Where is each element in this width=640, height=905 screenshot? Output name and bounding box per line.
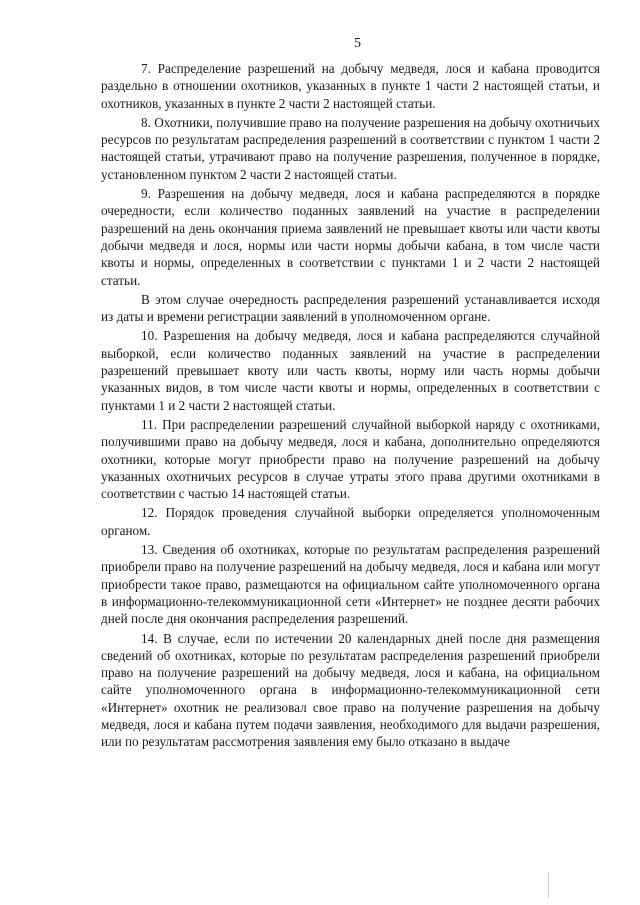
paragraph-10: 10. Разрешения на добычу медведя, лося и кабана распределяются случайной выборкой, если количество поданных заявлений на участие в распределении разрешений превышает квоту или часть квоты, норму или часть нормы добычи указанных видов, в том числе части квоты и нормы, определенных в соответствии с пунктами 1 и 2 части 2 настоящей статьи. [101,328,600,413]
paragraph-12: 12. Порядок проведения случайной выборки определяется уполномоченным органом. [101,505,600,538]
paragraph-11: 11. При распределении разрешений случайной выборкой наряду с охотниками, получившими право на добычу медведя, лося и кабана, дополнительно определяются охотники, которые могут приобрести право на получение разрешений на добычу указанных охотничьих ресурсов в случае утраты этого права другими охотниками в соответствии с частью 14 настоящей статьи. [101,416,600,502]
paragraph-14: 14. В случае, если по истечении 20 календарных дней после дня размещения сведений об охотниках, которые по результатам распределения разрешений приобрели право на получение разрешений на добычу медведя, лося и кабана, на официальном сайте уполномоченного органа в информационно-телекоммуникационной сети «Интернет» охотник не реализовал свое право на получение разрешения на добычу медведя, лося и кабана путем подачи заявления, необходимого для выдачи разрешения, или по результатам рассмотрения заявления ему было отказано в выдаче [101,630,600,750]
paragraph-13: 13. Сведения об охотниках, которые по результатам распределения разрешений приобрели право на получение разрешений на добычу медведя, лося и кабана или могут приобрести такое право, размещаются на официальном сайте уполномоченного органа в информационно-телекоммуникационной сети «Интернет» не позднее десяти рабочих дней после дня окончания распределения разрешений. [101,542,600,627]
page-number: 5 [354,36,361,51]
paragraph-7: 7. Распределение разрешений на добычу медведя, лося и кабана проводится раздельно в отношении охотников, указанных в пункте 1 части 2 настоящей статьи, и охотников, указанных в пункте 2 части 2 настоящей статьи. [101,61,600,111]
paragraph-8: 8. Охотники, получившие право на получение разрешения на добычу охотничьих ресурсов по результатам распределения разрешений в соответствии с пунктом 1 части 2 настоящей статьи, утрачивают право на получение разрешения, полученное в порядке, установленном пунктом 2 части 2 настоящей статьи. [101,114,600,182]
paragraph-9: 9. Разрешения на добычу медведя, лося и кабана распределяются в порядке очередности, если количество поданных заявлений на участие в распределении разрешений на день окончания приема заявлений не превышает квоты или части квоты добычи медведя и лося, нормы или части нормы добычи кабана, в том числе части квоты и нормы, определенных в соответствии с пунктами 1 и 2 части 2 настоящей статьи. [101,186,600,288]
scan-artifact-line [548,872,549,898]
paragraph-9-continuation: В этом случае очередность распределения разрешений устанавливается исходя из даты и времени регистрации заявлений в уполномоченном органе. [101,291,600,325]
